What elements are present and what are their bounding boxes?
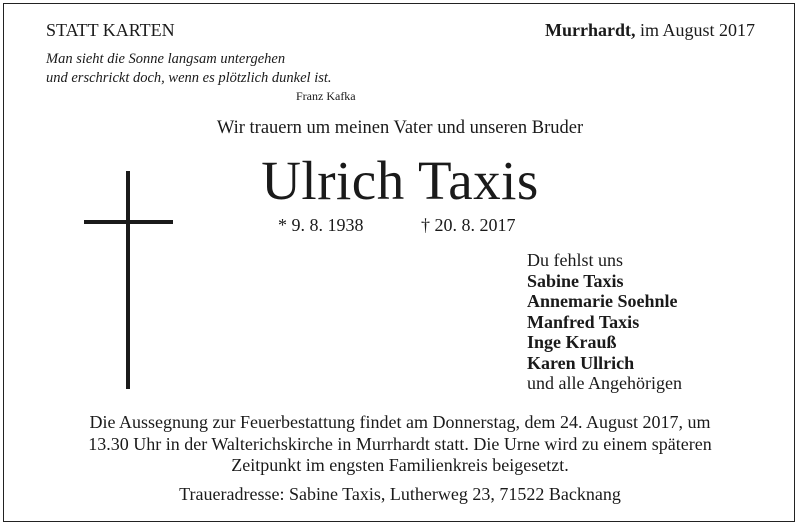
- quote-line-1: Man sieht die Sonne langsam untergehen: [46, 51, 286, 67]
- mourning-address: Traueradresse: Sabine Taxis, Lutherweg 23, 71522 Backnang: [179, 484, 621, 504]
- header-place-date: [545, 20, 755, 41]
- notice-line-1: Die Aussegnung zur Feuerbestattung findet am Donnerstag, dem 24. August 2017, um: [89, 412, 711, 432]
- header-place: Murrhardt,: [545, 20, 636, 40]
- mourner-name: Annemarie Soehnle: [527, 291, 678, 311]
- cross-icon-horizontal: [84, 220, 173, 224]
- quote-author: Franz Kafka: [296, 89, 356, 103]
- notice-line-2: 13.30 Uhr in der Walterichskirche in Murrhardt statt. Die Urne wird zu einem späteren: [88, 433, 712, 454]
- cross-icon-vertical: [126, 171, 130, 389]
- funeral-notice: [45, 412, 755, 477]
- mourners-closing: und alle Angehörigen: [527, 373, 682, 393]
- mourning-intro: Wir trauern um meinen Vater und unseren Bruder: [216, 118, 584, 138]
- notice-line-3: Zeitpunkt im engsten Familienkreis beigesetzt.: [231, 455, 569, 475]
- mourners-list: [527, 250, 682, 394]
- birth-date: * 9. 8. 1938: [278, 215, 364, 235]
- deceased-name: Ulrich Taxis: [261, 150, 539, 211]
- death-date: † 20. 8. 2017: [421, 215, 516, 235]
- mourner-name: Manfred Taxis: [527, 311, 640, 332]
- mourner-name: Karen Ullrich: [527, 352, 635, 373]
- kafka-quote: [46, 50, 332, 88]
- header-date: im August 2017: [635, 20, 755, 40]
- mourners-intro: Du fehlst uns: [527, 250, 623, 270]
- mourner-name: Inge Krauß: [527, 332, 617, 352]
- header-statt-karten: STATT KARTEN: [46, 20, 175, 40]
- quote-line-2: und erschrickt doch, wenn es plötzlich dunkel ist.: [46, 70, 332, 86]
- mourner-name: Sabine Taxis: [527, 270, 624, 291]
